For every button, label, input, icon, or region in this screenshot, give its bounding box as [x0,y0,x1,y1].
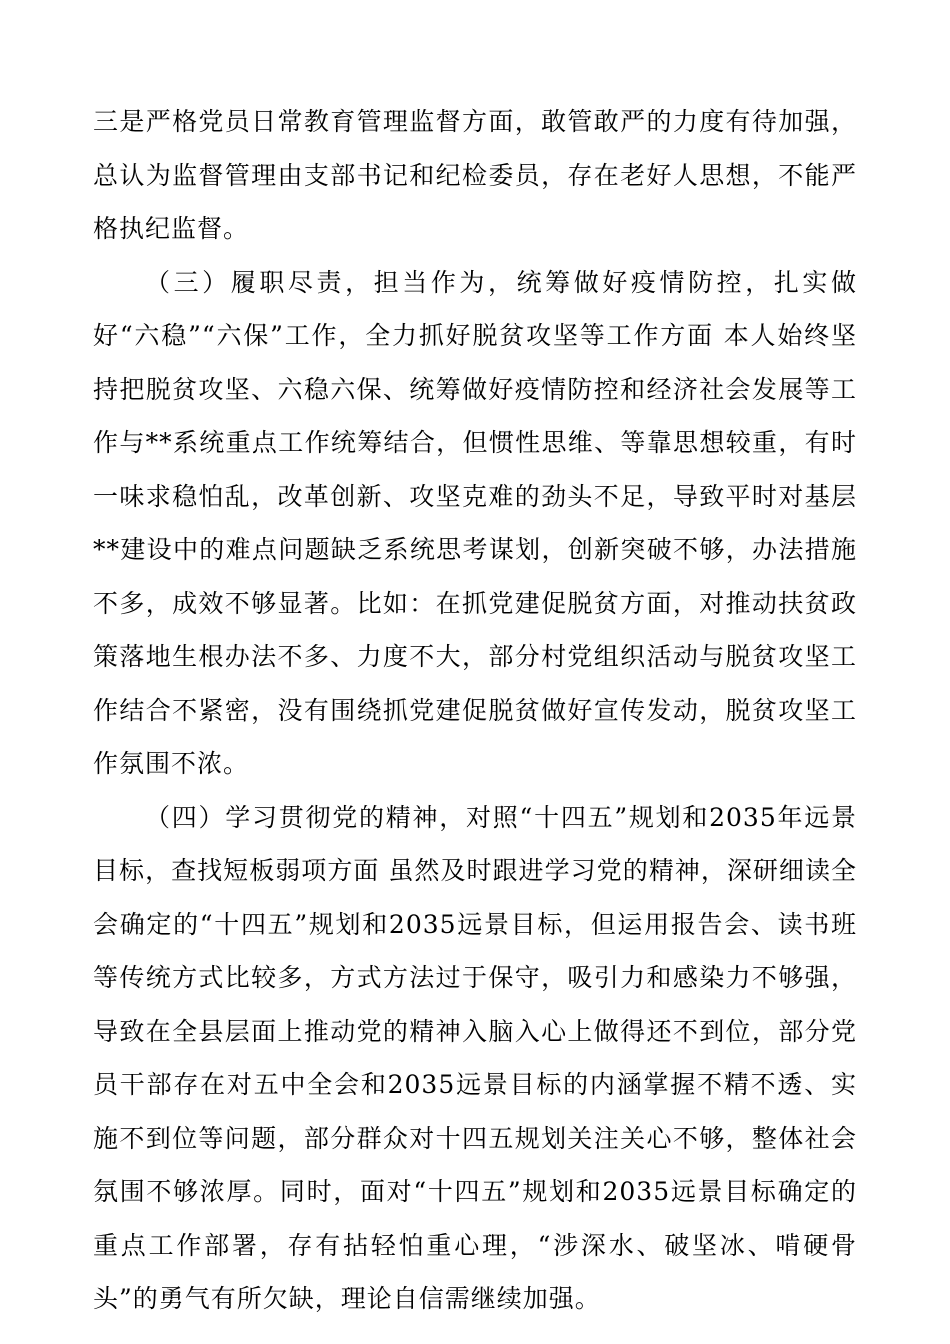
paragraph-supervision: 三是严格党员日常教育管理监督方面，敢管敢严的力度有待加强，总认为监督管理由支部书记和纪检委员，存在老好人思想，不能严格执纪监督。 [93,107,857,243]
paragraph-section-four: （四）学习贯彻党的精神，对照“十四五”规划和2035年远景目标，查找短板弱项方面 虽然及时跟进学习党的精神，深研细读全会确定的“十四五”规划和2035远景目标，但运用报告会、读书班等传统方式比较多，方式方法过于保守，吸引力和感染力不够强，导致在全县层面上推动党的精神入脑入心上做得还不到位，部分党员干部存在对五中全会和2035远景目标的内涵掌握不精不透、实施不到位等问题，部分群众对十四五规划关注关心不够，整体社会氛围不够浓厚。同时，面对“十四五”规划和2035远景目标确定的重点工作部署，存有拈轻怕重心理，“涉深水、破坚冰、啃硬骨头”的勇气有所欠缺，理论自信需继续加强。 [93,802,857,1313]
document-page [93,95,857,1326]
paragraph-section-three: （三）履职尽责，担当作为，统筹做好疫情防控，扎实做好“六稳”“六保”工作，全力抓好脱贫攻坚等工作方面 本人始终坚持把脱贫攻坚、六稳六保、统筹做好疫情防控和经济社会发展等工作与**系统重点工作统筹结合，但惯性思维、等靠思想较重，有时一味求稳怕乱，改革创新、攻坚克难的劲头不足，导致平时对基层**建设中的难点问题缺乏系统思考谋划，创新突破不够，办法措施不多，成效不够显著。比如：在抓党建促脱贫方面，对推动扶贫政策落地生根办法不多、力度不大，部分村党组织活动与脱贫攻坚工作结合不紧密，没有围绕抓党建促脱贫做好宣传发动，脱贫攻坚工作氛围不浓。 [93,267,857,778]
